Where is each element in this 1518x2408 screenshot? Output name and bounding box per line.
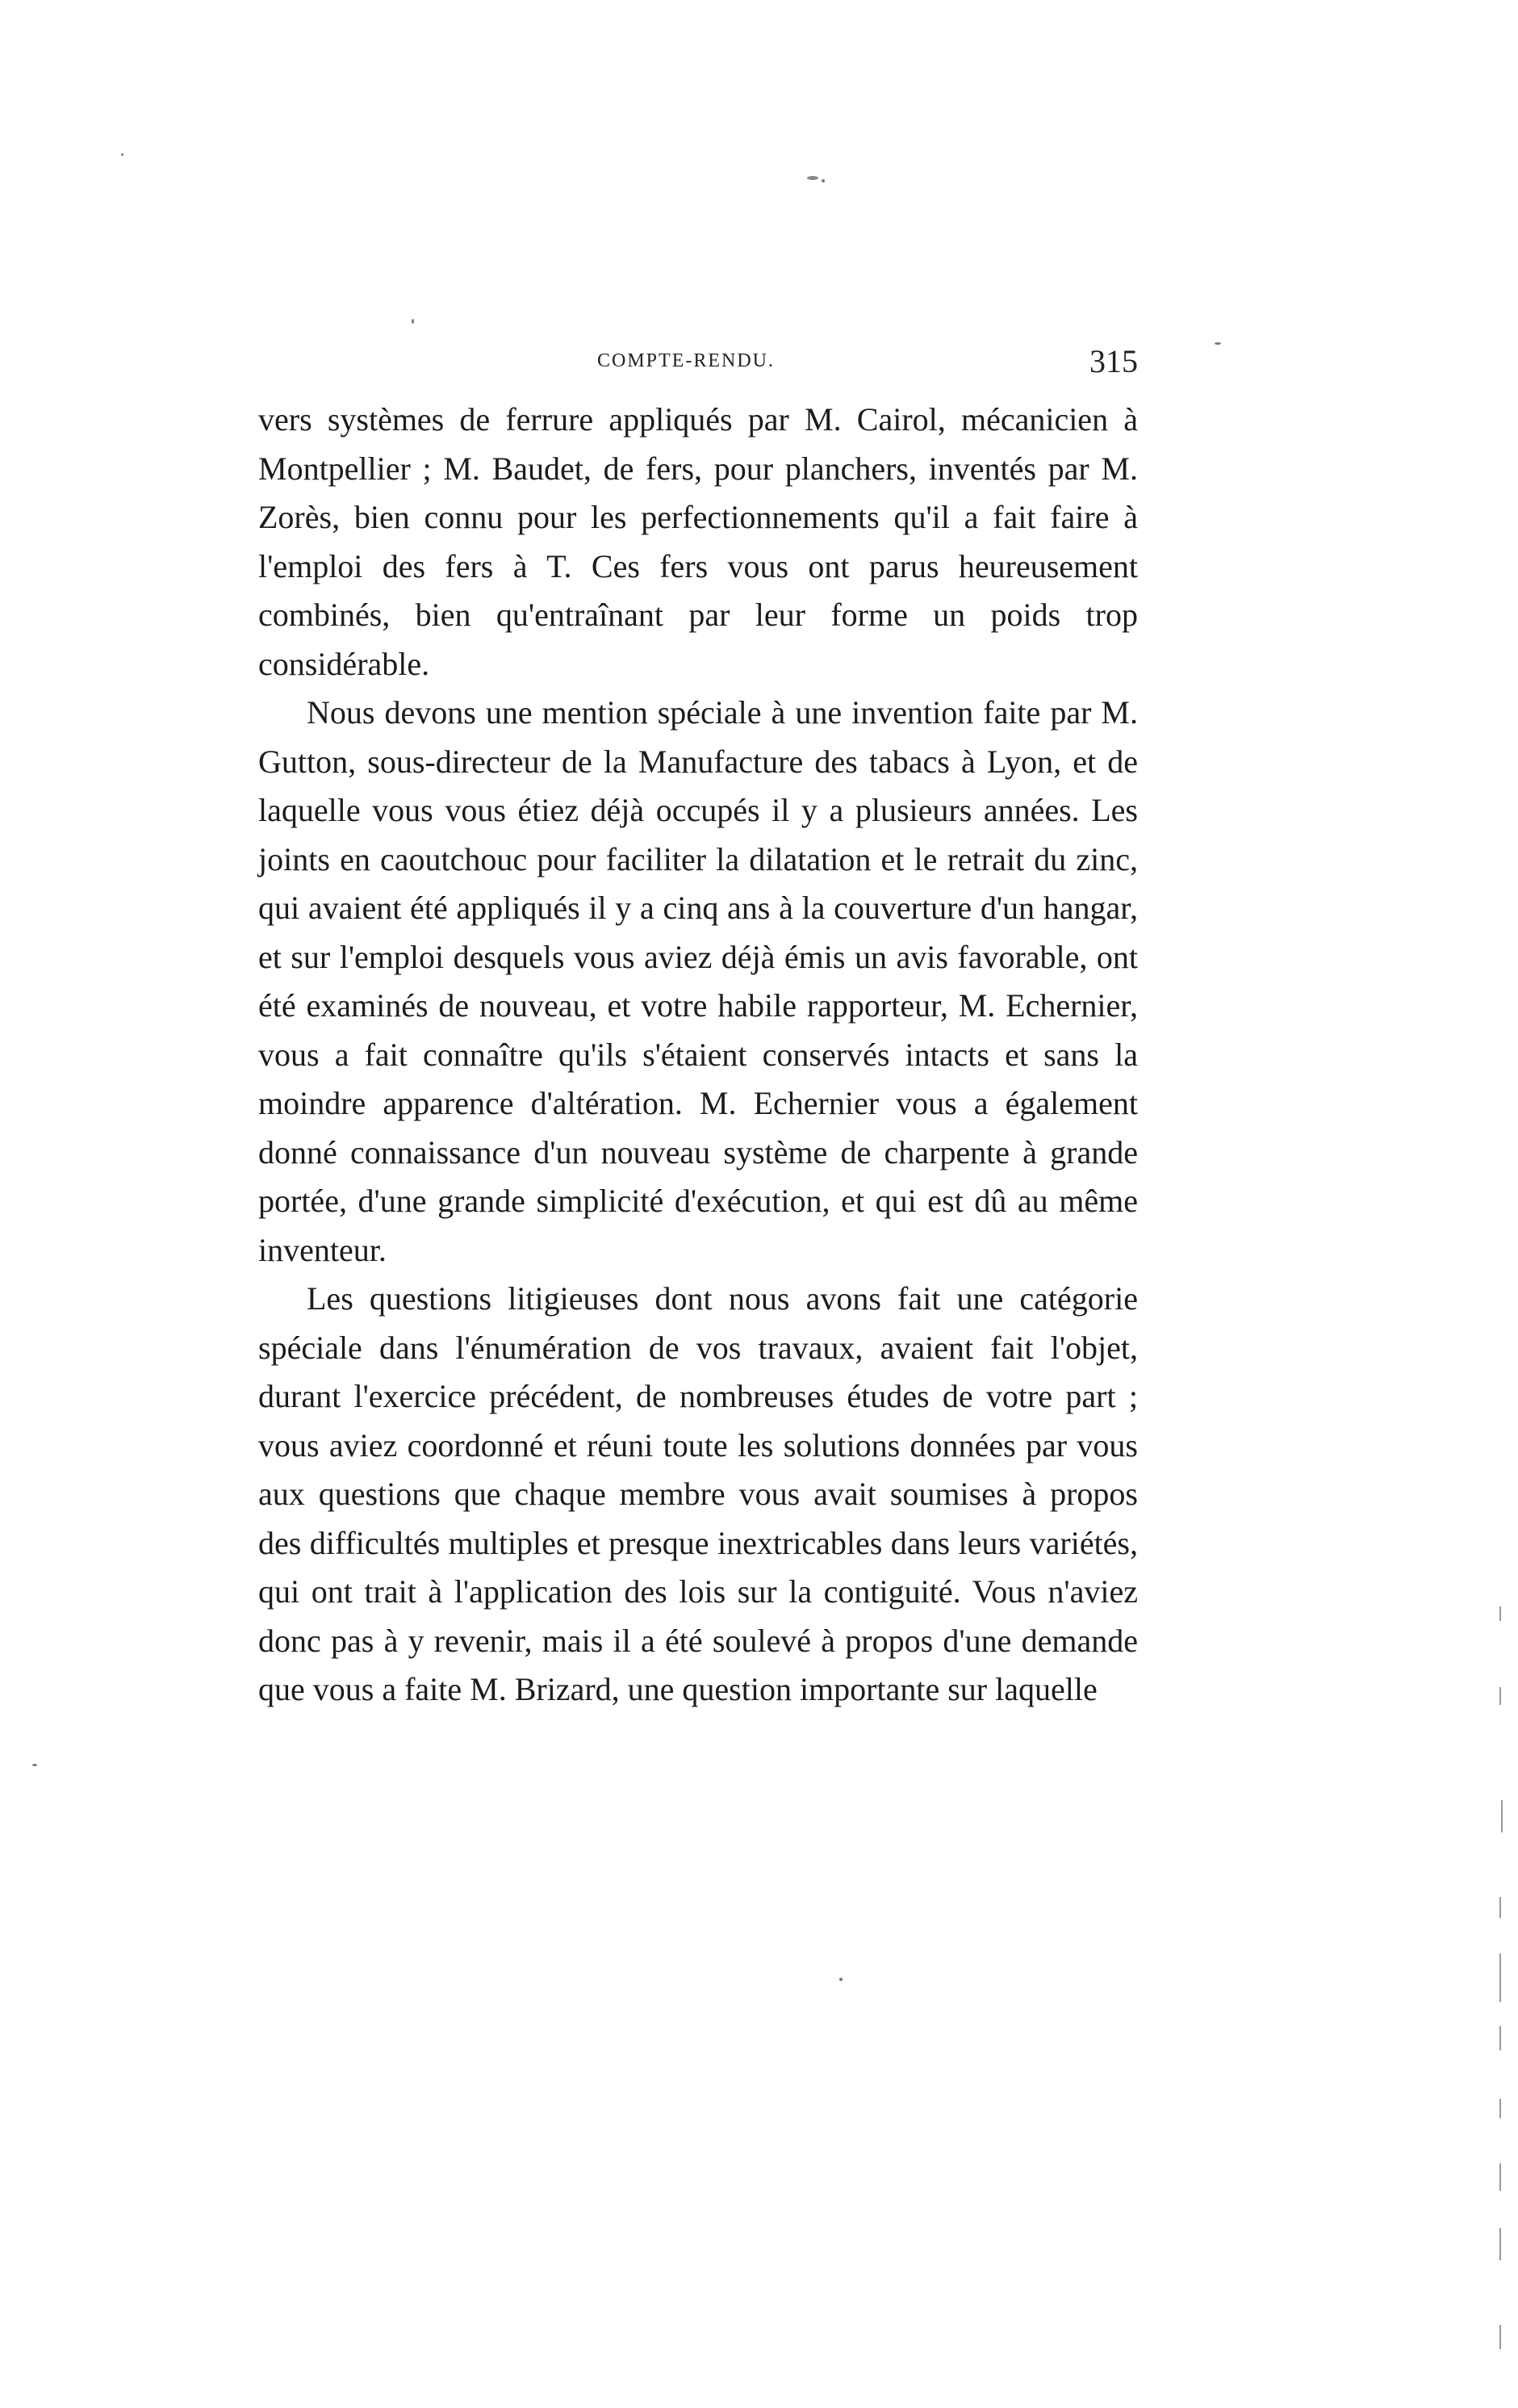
ink-speck xyxy=(807,176,818,180)
edge-mark xyxy=(1499,1687,1501,1705)
ink-speck xyxy=(839,1978,843,1981)
running-head xyxy=(258,339,1138,387)
edge-mark xyxy=(1499,2026,1501,2050)
edge-mark xyxy=(1499,2163,1501,2191)
paragraph-2: Nous devons une mention spéciale à une invention faite par M. Gutton, sous-directeur de la Manufacture des tabacs à Lyon, et de laquelle vous vous étiez déjà occupés il y a plusieurs années. Les joints en caoutchouc pour faciliter la dilatation et le retrait du zinc, qui avaient été appliqués il y a cinq ans à la couverture d'un hangar, et sur l'emploi desquels vous aviez déjà émis un avis favorable, ont été examinés de nouveau, et votre habile rapporteur, M. Echernier, vous a fait connaître qu'ils s'étaient conservés intacts et sans la moindre apparence d'altération. M. Echernier vous a également donné connaissance d'un nouveau système de charpente à grande portée, d'une grande simplicité d'exécution, et qui est dû au même inventeur. xyxy=(258,694,1138,1268)
edge-mark xyxy=(1499,2099,1501,2118)
edge-mark xyxy=(1499,2228,1501,2260)
edge-mark xyxy=(1499,1897,1501,1918)
ink-speck xyxy=(32,1764,37,1766)
page-number: 315 xyxy=(1089,343,1138,379)
ink-speck xyxy=(412,319,414,324)
paragraph-3: Les questions litigieuses dont nous avons fait une catégorie spéciale dans l'énumération de vos travaux, avaient fait l'objet, durant l'exercice précédent, de nombreuses études de votre part ; vous aviez coordonné et réuni toute les solutions données par vous aux questions que chaque membre vous avait soumises à propos des difficultés multiples et presque inextricables dans leurs variétés, qui ont trait à l'application des lois sur la contiguité. Vous n'aviez donc pas à y revenir, mais il a été soulevé à propos d'une demande que vous a faite M. Brizard, une question importante sur laquelle xyxy=(258,1280,1138,1707)
ink-speck xyxy=(1215,342,1221,345)
paragraph-1: vers systèmes de ferrure appliqués par M. Cairol, mécanicien à Montpellier ; M. Baudet, de fers, pour planchers, inventés par M. Zorès, bien connu pour les perfectionnements qu'il a fait faire à l'emploi des fers à T. Ces fers vous ont parus heureusement combinés, bien qu'entraînant par leur forme un poids trop considérable. xyxy=(258,401,1138,682)
ink-speck xyxy=(822,179,825,182)
ink-speck xyxy=(121,153,123,156)
edge-mark xyxy=(1499,1606,1501,1621)
body-text xyxy=(258,396,1138,1715)
edge-mark xyxy=(1501,1800,1503,1832)
running-title: COMPTE-RENDU. xyxy=(597,350,776,371)
edge-mark xyxy=(1499,1954,1501,2002)
edge-mark xyxy=(1499,2325,1501,2349)
